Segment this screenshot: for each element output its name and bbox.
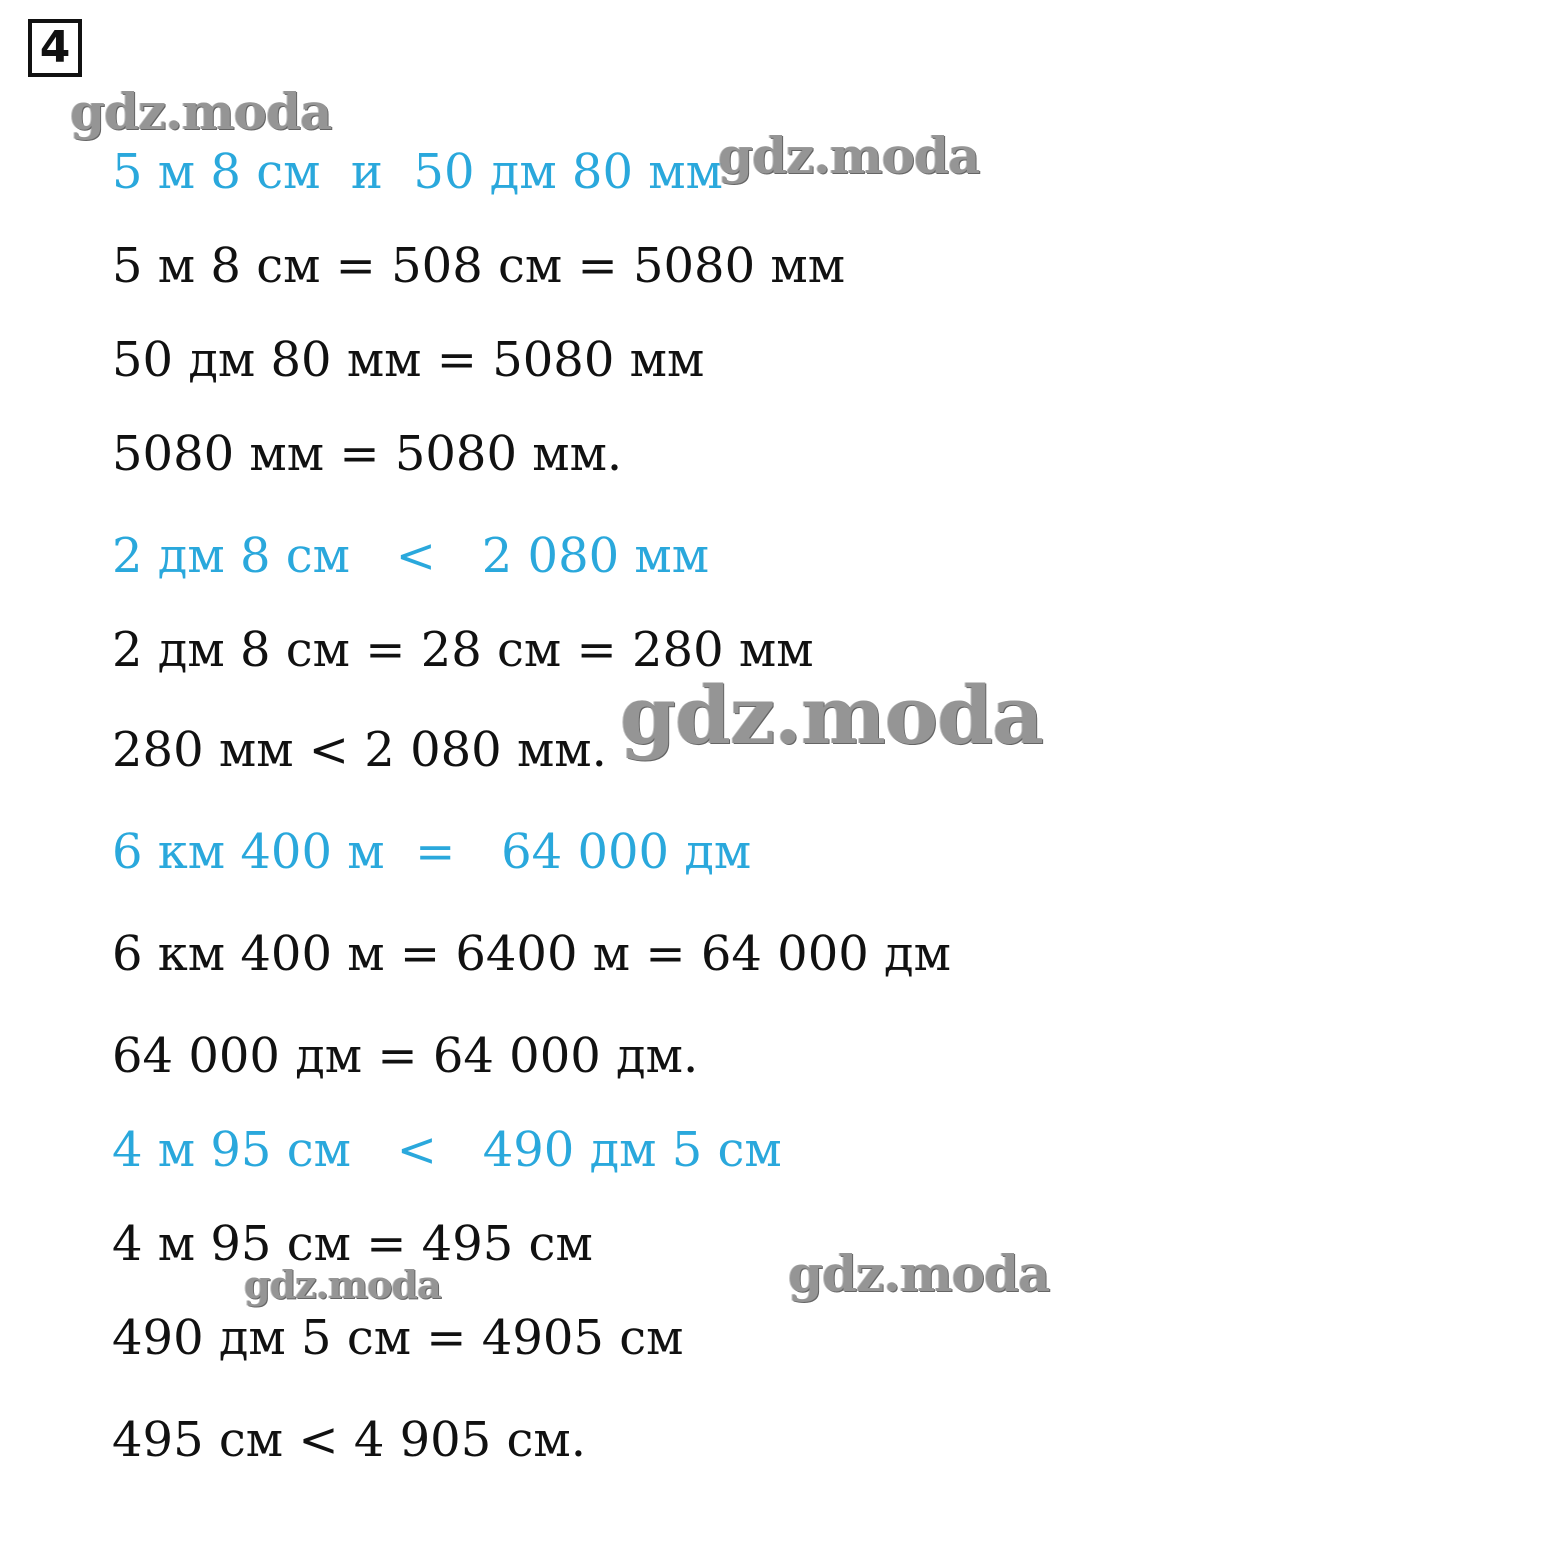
task-number-box: 4 (28, 19, 82, 77)
solution-line: 5080 мм = 5080 мм. (112, 426, 623, 482)
solution-line: 280 мм < 2 080 мм. (112, 722, 607, 778)
watermark: gdz.moda (244, 1262, 441, 1307)
task-heading-4: 4 м 95 см < 490 дм 5 см (112, 1122, 782, 1178)
task-heading-1: 5 м 8 см и 50 дм 80 мм (112, 144, 723, 200)
solution-line: 5 м 8 см = 508 см = 5080 мм (112, 238, 846, 294)
solution-line: 495 см < 4 905 см. (112, 1412, 586, 1468)
solution-line: 6 км 400 м = 6400 м = 64 000 дм (112, 926, 951, 982)
task-heading-3: 6 км 400 м = 64 000 дм (112, 824, 752, 880)
watermark: gdz.moda (788, 1244, 1050, 1303)
watermark: gdz.moda (718, 126, 980, 185)
solution-line: 2 дм 8 см = 28 см = 280 мм (112, 622, 814, 678)
task-heading-2: 2 дм 8 см < 2 080 мм (112, 528, 710, 584)
watermark: gdz.moda (620, 668, 1043, 762)
watermark: gdz.moda (70, 82, 332, 141)
solution-line: 4 м 95 см = 495 см (112, 1216, 593, 1272)
solution-line: 64 000 дм = 64 000 дм. (112, 1028, 699, 1084)
solution-line: 490 дм 5 см = 4905 см (112, 1310, 684, 1366)
solution-line: 50 дм 80 мм = 5080 мм (112, 332, 705, 388)
